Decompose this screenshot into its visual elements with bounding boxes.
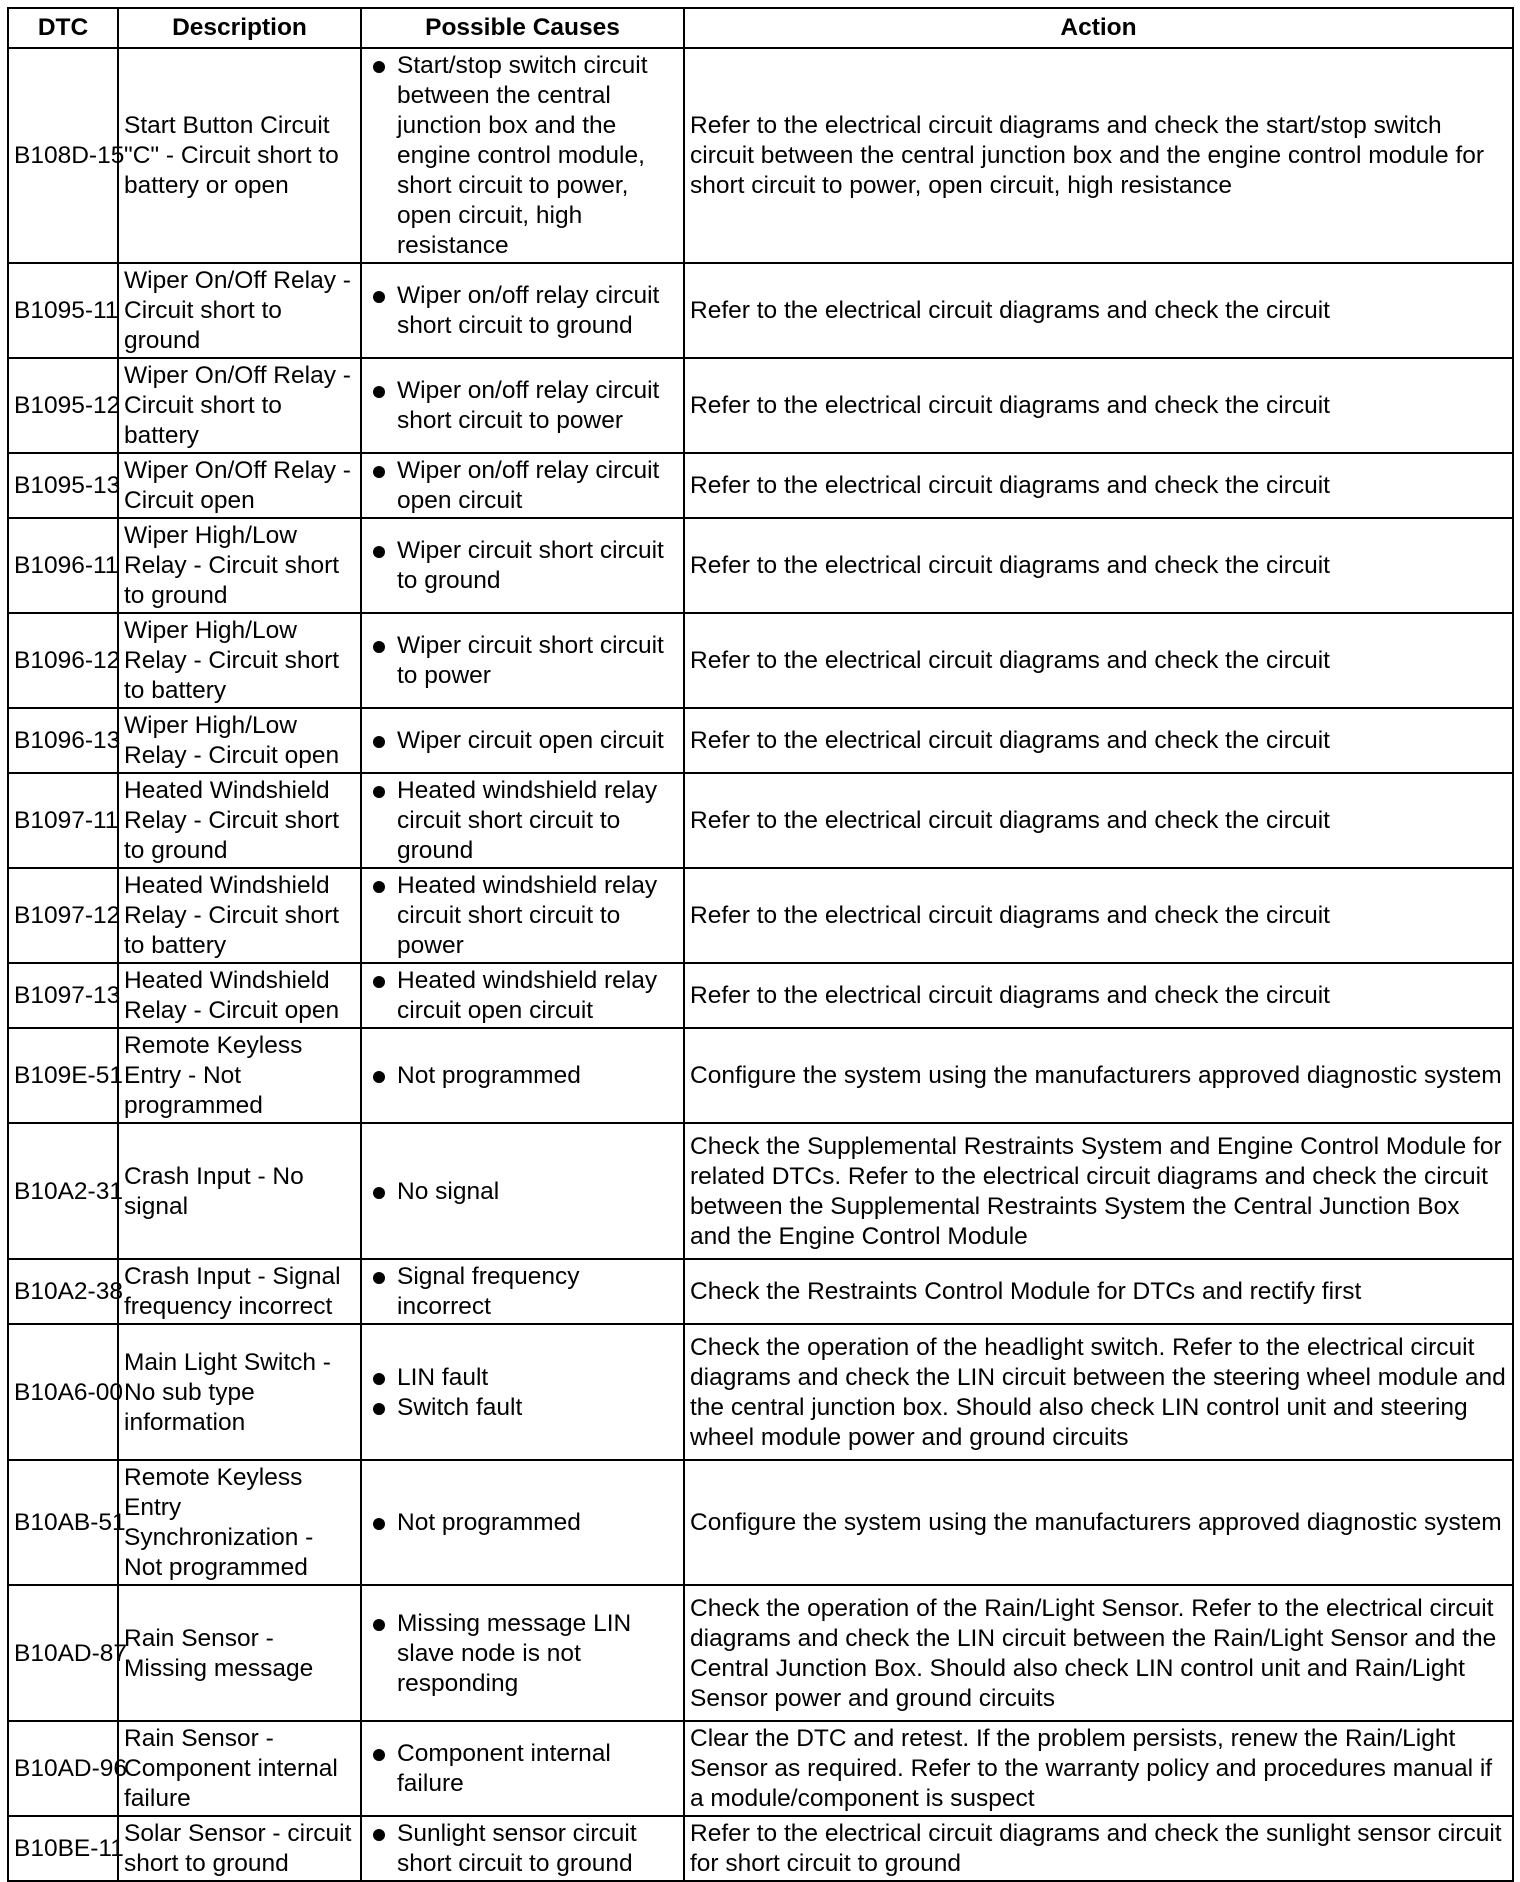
causes-cell bbox=[361, 518, 684, 613]
dtc-code: B1096-13 bbox=[8, 708, 118, 773]
table-row bbox=[8, 1259, 1513, 1324]
action-cell: Refer to the electrical circuit diagrams and check the sunlight sensor circuit for short circuit to ground bbox=[684, 1816, 1513, 1881]
causes-cell bbox=[361, 868, 684, 963]
table-row bbox=[8, 453, 1513, 518]
action-cell: Configure the system using the manufacturers approved diagnostic system bbox=[684, 1460, 1513, 1585]
dtc-code: B10A2-38 bbox=[8, 1259, 118, 1324]
description-cell: Wiper High/Low Relay - Circuit short to battery bbox=[118, 613, 361, 708]
table-row bbox=[8, 1028, 1513, 1123]
description-cell: Rain Sensor - Missing message bbox=[118, 1585, 361, 1721]
description-cell: Main Light Switch - No sub type information bbox=[118, 1324, 361, 1460]
action-cell: Refer to the electrical circuit diagrams and check the circuit bbox=[684, 773, 1513, 868]
causes-list bbox=[367, 1177, 678, 1207]
dtc-table bbox=[7, 7, 1514, 1882]
action-cell: Configure the system using the manufacturers approved diagnostic system bbox=[684, 1028, 1513, 1123]
table-header-row bbox=[8, 8, 1513, 48]
causes-cell bbox=[361, 1585, 684, 1721]
causes-cell bbox=[361, 1123, 684, 1259]
causes-list bbox=[367, 966, 678, 1026]
table-row bbox=[8, 518, 1513, 613]
cause-item: Not programmed bbox=[367, 1061, 678, 1091]
table-row bbox=[8, 263, 1513, 358]
description-cell: Wiper On/Off Relay - Circuit short to ground bbox=[118, 263, 361, 358]
table-row bbox=[8, 613, 1513, 708]
table-row bbox=[8, 1324, 1513, 1460]
cause-item: No signal bbox=[367, 1177, 678, 1207]
description-cell: Heated Windshield Relay - Circuit open bbox=[118, 963, 361, 1028]
table-row bbox=[8, 1816, 1513, 1881]
action-cell: Check the operation of the Rain/Light Sensor. Refer to the electrical circuit diagrams and check the LIN circuit between the Rain/Light Sensor and the Central Junction Box. Should also check LIN control unit and Rain/Light Sensor power and ground circuits bbox=[684, 1585, 1513, 1721]
cause-item: Heated windshield relay circuit open circuit bbox=[367, 966, 678, 1026]
causes-cell bbox=[361, 1324, 684, 1460]
header-dtc: DTC bbox=[8, 8, 118, 48]
cause-item: Missing message LIN slave node is not responding bbox=[367, 1609, 678, 1699]
cause-item: Sunlight sensor circuit short circuit to ground bbox=[367, 1819, 678, 1879]
causes-cell bbox=[361, 613, 684, 708]
description-cell: Wiper High/Low Relay - Circuit open bbox=[118, 708, 361, 773]
cause-item: Not programmed bbox=[367, 1508, 678, 1538]
table-row bbox=[8, 773, 1513, 868]
action-cell: Check the Supplemental Restraints System and Engine Control Module for related DTCs. Refer to the electrical circuit diagrams and check the circuit between the Supplemental Restraints System the Central Junction Box and the Engine Control Module bbox=[684, 1123, 1513, 1259]
header-action: Action bbox=[684, 8, 1513, 48]
description-cell: Wiper On/Off Relay - Circuit open bbox=[118, 453, 361, 518]
action-cell: Refer to the electrical circuit diagrams and check the circuit bbox=[684, 963, 1513, 1028]
dtc-code: B10BE-11 bbox=[8, 1816, 118, 1881]
table-row bbox=[8, 358, 1513, 453]
causes-list bbox=[367, 776, 678, 866]
table-row bbox=[8, 708, 1513, 773]
dtc-code: B10A6-00 bbox=[8, 1324, 118, 1460]
table-row bbox=[8, 868, 1513, 963]
causes-cell bbox=[361, 48, 684, 263]
causes-cell bbox=[361, 773, 684, 868]
description-cell: Remote Keyless Entry - Not programmed bbox=[118, 1028, 361, 1123]
table-row bbox=[8, 1123, 1513, 1259]
causes-list bbox=[367, 1819, 678, 1879]
causes-list bbox=[367, 51, 678, 261]
causes-cell bbox=[361, 453, 684, 518]
causes-cell bbox=[361, 1028, 684, 1123]
dtc-code: B109E-51 bbox=[8, 1028, 118, 1123]
cause-item: Wiper circuit short circuit to ground bbox=[367, 536, 678, 596]
cause-item: Wiper circuit short circuit to power bbox=[367, 631, 678, 691]
table-row bbox=[8, 963, 1513, 1028]
action-cell: Refer to the electrical circuit diagrams and check the circuit bbox=[684, 453, 1513, 518]
action-cell: Refer to the electrical circuit diagrams and check the circuit bbox=[684, 518, 1513, 613]
dtc-code: B1095-12 bbox=[8, 358, 118, 453]
description-cell: Remote Keyless Entry Synchronization - Not programmed bbox=[118, 1460, 361, 1585]
cause-item: Wiper circuit open circuit bbox=[367, 726, 678, 756]
dtc-code: B1096-12 bbox=[8, 613, 118, 708]
causes-list bbox=[367, 456, 678, 516]
cause-item: Start/stop switch circuit between the central junction box and the engine control module, short circuit to power, open circuit, high resistance bbox=[367, 51, 678, 261]
dtc-code: B10A2-31 bbox=[8, 1123, 118, 1259]
action-cell: Refer to the electrical circuit diagrams and check the circuit bbox=[684, 613, 1513, 708]
cause-item: LIN fault bbox=[367, 1363, 678, 1393]
causes-cell bbox=[361, 963, 684, 1028]
causes-list bbox=[367, 1363, 678, 1423]
dtc-code: B1096-11 bbox=[8, 518, 118, 613]
description-cell: Rain Sensor - Component internal failure bbox=[118, 1721, 361, 1816]
causes-cell bbox=[361, 1259, 684, 1324]
dtc-code: B10AB-51 bbox=[8, 1460, 118, 1585]
causes-list bbox=[367, 376, 678, 436]
causes-list bbox=[367, 281, 678, 341]
causes-list bbox=[367, 1739, 678, 1799]
description-cell: Start Button Circuit "C" - Circuit short to battery or open bbox=[118, 48, 361, 263]
dtc-code: B1095-13 bbox=[8, 453, 118, 518]
causes-list bbox=[367, 726, 678, 756]
causes-cell bbox=[361, 1460, 684, 1585]
description-cell: Wiper High/Low Relay - Circuit short to ground bbox=[118, 518, 361, 613]
cause-item: Switch fault bbox=[367, 1393, 678, 1423]
dtc-code: B1097-13 bbox=[8, 963, 118, 1028]
action-cell: Check the Restraints Control Module for DTCs and rectify first bbox=[684, 1259, 1513, 1324]
description-cell: Solar Sensor - circuit short to ground bbox=[118, 1816, 361, 1881]
action-cell: Refer to the electrical circuit diagrams and check the circuit bbox=[684, 358, 1513, 453]
description-cell: Wiper On/Off Relay - Circuit short to battery bbox=[118, 358, 361, 453]
action-cell: Refer to the electrical circuit diagrams and check the circuit bbox=[684, 263, 1513, 358]
causes-list bbox=[367, 1508, 678, 1538]
causes-cell bbox=[361, 1721, 684, 1816]
causes-list bbox=[367, 1609, 678, 1699]
action-cell: Refer to the electrical circuit diagrams and check the start/stop switch circuit between the central junction box and the engine control module for short circuit to power, open circuit, high resistance bbox=[684, 48, 1513, 263]
dtc-code: B1095-11 bbox=[8, 263, 118, 358]
causes-list bbox=[367, 536, 678, 596]
causes-list bbox=[367, 1061, 678, 1091]
cause-item: Component internal failure bbox=[367, 1739, 678, 1799]
header-description: Description bbox=[118, 8, 361, 48]
cause-item: Heated windshield relay circuit short circuit to power bbox=[367, 871, 678, 961]
causes-cell bbox=[361, 358, 684, 453]
cause-item: Heated windshield relay circuit short circuit to ground bbox=[367, 776, 678, 866]
action-cell: Refer to the electrical circuit diagrams and check the circuit bbox=[684, 868, 1513, 963]
dtc-code: B1097-11 bbox=[8, 773, 118, 868]
cause-item: Signal frequency incorrect bbox=[367, 1262, 678, 1322]
action-cell: Clear the DTC and retest. If the problem persists, renew the Rain/Light Sensor as required. Refer to the warranty policy and procedures manual if a module/component is suspect bbox=[684, 1721, 1513, 1816]
dtc-code: B10AD-96 bbox=[8, 1721, 118, 1816]
action-cell: Check the operation of the headlight switch. Refer to the electrical circuit diagrams and check the LIN circuit between the steering wheel module and the central junction box. Should also check LIN control unit and steering wheel module power and ground circuits bbox=[684, 1324, 1513, 1460]
table-row bbox=[8, 1585, 1513, 1721]
dtc-code: B1097-12 bbox=[8, 868, 118, 963]
causes-cell bbox=[361, 263, 684, 358]
table-row bbox=[8, 1460, 1513, 1585]
table-row bbox=[8, 1721, 1513, 1816]
causes-list bbox=[367, 871, 678, 961]
causes-list bbox=[367, 1262, 678, 1322]
dtc-table-body bbox=[8, 48, 1513, 1881]
description-cell: Heated Windshield Relay - Circuit short to ground bbox=[118, 773, 361, 868]
cause-item: Wiper on/off relay circuit short circuit to ground bbox=[367, 281, 678, 341]
cause-item: Wiper on/off relay circuit short circuit to power bbox=[367, 376, 678, 436]
dtc-code: B10AD-87 bbox=[8, 1585, 118, 1721]
table-row bbox=[8, 48, 1513, 263]
cause-item: Wiper on/off relay circuit open circuit bbox=[367, 456, 678, 516]
description-cell: Crash Input - No signal bbox=[118, 1123, 361, 1259]
header-possible-causes: Possible Causes bbox=[361, 8, 684, 48]
causes-cell bbox=[361, 1816, 684, 1881]
causes-list bbox=[367, 631, 678, 691]
causes-cell bbox=[361, 708, 684, 773]
description-cell: Heated Windshield Relay - Circuit short to battery bbox=[118, 868, 361, 963]
dtc-code: B108D-15 bbox=[8, 48, 118, 263]
action-cell: Refer to the electrical circuit diagrams and check the circuit bbox=[684, 708, 1513, 773]
description-cell: Crash Input - Signal frequency incorrect bbox=[118, 1259, 361, 1324]
